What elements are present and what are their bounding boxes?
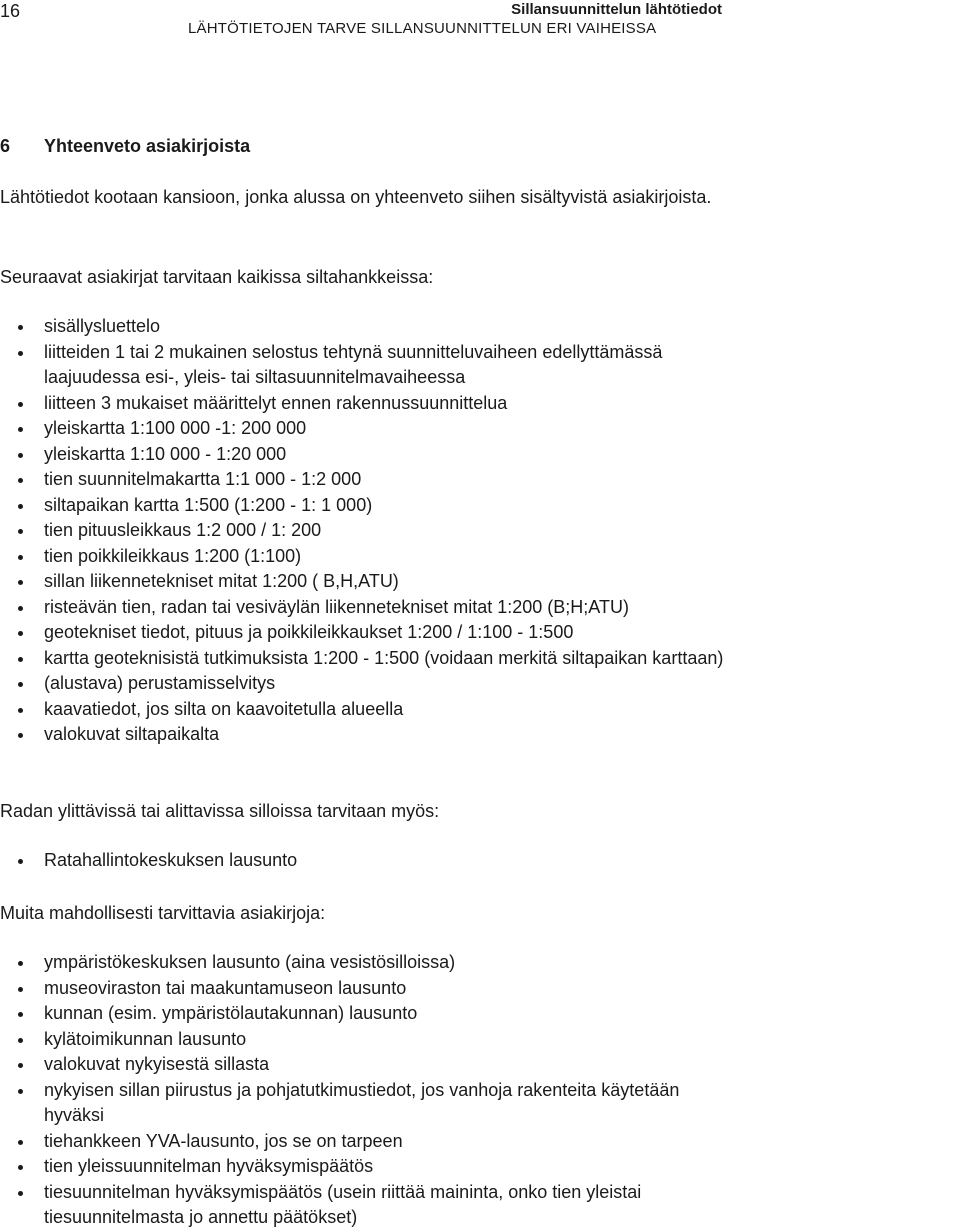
list-item-text: ympäristökeskuksen lausunto (aina vesistösilloissa): [44, 952, 456, 972]
list-item-text: tien poikkileikkaus 1:200 (1:100): [44, 545, 302, 566]
bullet-icon: [18, 733, 23, 738]
bullet-icon: [18, 402, 23, 407]
list-item: [0, 1052, 740, 1078]
bullet-icon: [18, 1063, 23, 1068]
list-item: [0, 620, 740, 646]
list-item-text: liitteiden 1 tai 2 mukainen selostus tehtynä suunnitteluvaiheen edellyttämässä laajuudessa esi-, yleis- tai siltasuunnitelmavaiheessa: [44, 341, 663, 387]
group2-heading: Radan ylittävissä tai alittavissa silloissa tarvitaan myös:: [0, 801, 440, 821]
list-item: [0, 1180, 740, 1231]
list-item-text: sillan liikennetekniset mitat 1:200 ( B,H,ATU): [44, 571, 399, 591]
list-item: [0, 1001, 740, 1027]
bullet-icon: [18, 351, 23, 356]
bullet-icon: [18, 1140, 23, 1145]
list-item-text: siltapaikan kartta 1:500 (1:200 - 1: 1 000): [44, 494, 373, 515]
list-item-text: valokuvat siltapaikalta: [44, 724, 220, 744]
intro-paragraph: Lähtötiedot kootaan kansioon, jonka alussa on yhteenveto siihen sisältyvistä asiakirjoista.: [0, 187, 712, 207]
list-item-text: geotekniset tiedot, pituus ja poikkileikkaukset 1:200 / 1:100 - 1:500: [44, 622, 574, 642]
bullet-icon: [18, 1191, 23, 1196]
list-item-text: liitteen 3 mukaiset määrittelyt ennen rakennussuunnittelua: [44, 392, 508, 413]
list-item: [0, 595, 740, 621]
list-item: [0, 976, 740, 1002]
list-item: [0, 416, 740, 442]
section-number: 6: [0, 136, 11, 156]
list-item-text: nykyisen sillan piirustus ja pohjatutkimustiedot, jos vanhoja rakenteita käytetään hyväksi: [44, 1079, 680, 1125]
bullet-icon: [18, 1089, 23, 1094]
list-item: [0, 1129, 740, 1155]
list-item: [0, 314, 740, 340]
bullet-icon: [18, 1038, 23, 1043]
list-item-text: kunnan (esim. ympäristölautakunnan) lausunto: [44, 1003, 418, 1023]
list-item-text: sisällysluettelo: [44, 316, 161, 336]
optional-documents-list: [0, 950, 740, 1231]
running-header-subtitle: LÄHTÖTIETOJEN TARVE SILLANSUUNNITTELUN ERI VAIHEISSA: [188, 20, 657, 37]
list-item-text: risteävän tien, radan tai vesiväylän liikennetekniset mitat 1:200 (B;H;ATU): [44, 596, 629, 617]
list-item: [0, 1154, 740, 1180]
list-item-text: tien yleissuunnitelman hyväksymispäätös: [44, 1156, 374, 1176]
list-item: [0, 493, 740, 519]
list-item: [0, 442, 740, 468]
list-item: [0, 569, 740, 595]
list-item: [0, 340, 740, 391]
bullet-icon: [18, 504, 23, 509]
list-item-text: tien pituusleikkaus 1:2 000 / 1: 200: [44, 520, 322, 540]
list-item: [0, 950, 740, 976]
list-item: [0, 697, 740, 723]
bullet-icon: [18, 453, 23, 458]
list-item-text: kaavatiedot, jos silta on kaavoitetulla alueella: [44, 698, 404, 719]
bullet-icon: [18, 987, 23, 992]
list-item-text: yleiskartta 1:10 000 - 1:20 000: [44, 443, 287, 464]
bullet-icon: [18, 1165, 23, 1170]
bullet-icon: [18, 708, 23, 713]
bullet-icon: [18, 529, 23, 534]
bullet-icon: [18, 427, 23, 432]
bullet-icon: [18, 1012, 23, 1017]
list-item: [0, 646, 740, 672]
list-item: [0, 544, 740, 570]
list-item-text: tiehankkeen YVA-lausunto, jos se on tarpeen: [44, 1130, 403, 1151]
list-item: [0, 848, 740, 874]
railway-documents-list: [0, 848, 740, 874]
bullet-icon: [18, 631, 23, 636]
list-item-text: tien suunnitelmakartta 1:1 000 - 1:2 000: [44, 469, 362, 489]
bullet-icon: [18, 325, 23, 330]
list-item: [0, 467, 740, 493]
list-item-text: valokuvat nykyisestä sillasta: [44, 1054, 270, 1074]
list-item-text: museoviraston tai maakuntamuseon lausunto: [44, 977, 407, 998]
bullet-icon: [18, 580, 23, 585]
list-item-text: (alustava) perustamisselvitys: [44, 673, 276, 693]
bullet-icon: [18, 657, 23, 662]
list-item: [0, 722, 740, 748]
list-item: [0, 671, 740, 697]
required-documents-list: [0, 314, 740, 748]
list-item: [0, 1027, 740, 1053]
running-header-title: Sillansuunnittelun lähtötiedot: [511, 1, 722, 18]
list-item-text: kartta geoteknisistä tutkimuksista 1:200 - 1:500 (voidaan merkitä siltapaikan karttaan): [44, 647, 724, 668]
section-title: Yhteenveto asiakirjoista: [44, 136, 251, 156]
bullet-icon: [18, 961, 23, 966]
bullet-icon: [18, 859, 23, 864]
list-item-text: yleiskartta 1:100 000 -1: 200 000: [44, 418, 307, 438]
list-item: [0, 518, 740, 544]
list-item-text: kylätoimikunnan lausunto: [44, 1028, 247, 1049]
bullet-icon: [18, 606, 23, 611]
list-item-text: Ratahallintokeskuksen lausunto: [44, 850, 298, 870]
list-item: [0, 1078, 740, 1129]
bullet-icon: [18, 478, 23, 483]
group1-heading: Seuraavat asiakirjat tarvitaan kaikissa siltahankkeissa:: [0, 267, 434, 287]
list-item: [0, 391, 740, 417]
group3-heading: Muita mahdollisesti tarvittavia asiakirjoja:: [0, 903, 326, 923]
bullet-icon: [18, 682, 23, 687]
list-item-text: tiesuunnitelman hyväksymispäätös (usein riittää maininta, onko tien yleistai tiesuunnitelmasta jo annettu päätökset): [44, 1181, 642, 1227]
section-heading: [0, 136, 250, 157]
bullet-icon: [18, 555, 23, 560]
page-number: 16: [0, 1, 21, 21]
